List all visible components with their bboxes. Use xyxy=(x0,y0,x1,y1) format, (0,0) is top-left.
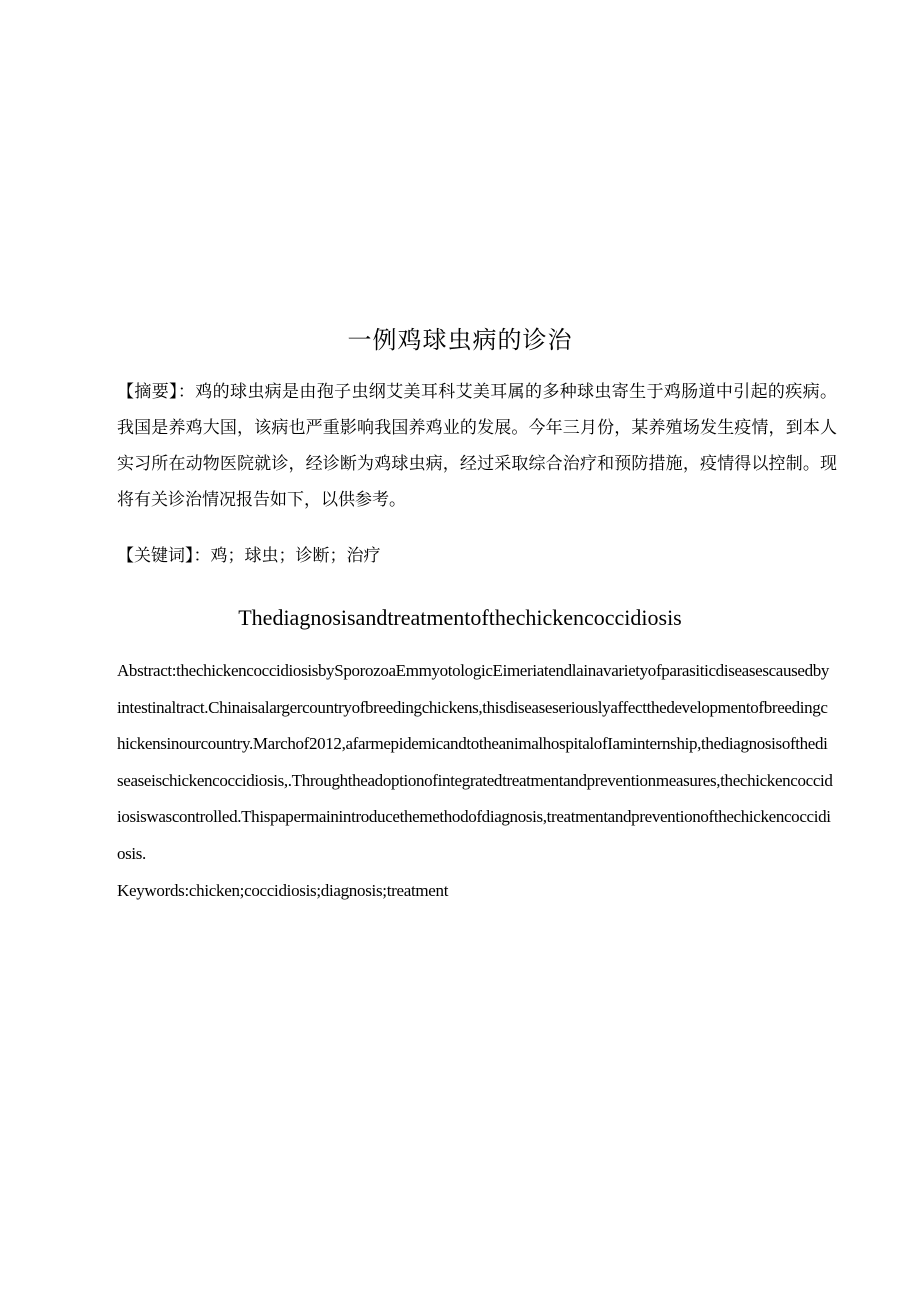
chinese-keywords: 【关键词】：鸡；球虫；诊断；治疗 xyxy=(117,546,381,566)
chinese-title: 一例鸡球虫病的诊治 xyxy=(347,326,573,354)
english-abstract: Abstract:thechickencoccidiosisbySporozoaEmmyotologicEimeriatendlainavarietyofparasiticdiseasescausedbyintestinaltract.Chinaisalargercountryofbreedingchickens,thisdiseaseseriouslyaffectthedevelopmentofbreedingchickensinourcountry.Marchof2012,afarmepidemicandtotheanimalhospitalofIaminternship,thediagnosisofthediseaseischickencoccidiosis,.Throughtheadoptionofintegratedtreatmentandpreventionmeasures,thechickencoccidiosiswascontrolled.Thispapermainintroducethemethodofdiagnosis,treatmentandpreventionofthechickencoccidiosis. xyxy=(117,661,833,863)
english-keywords: Keywords:chicken;coccidiosis;diagnosis;treatment xyxy=(117,881,449,900)
english-title: Thediagnosisandtreatmentofthechickencoccidiosis xyxy=(238,605,682,630)
chinese-abstract: 【摘要】：鸡的球虫病是由孢子虫纲艾美耳科艾美耳属的多种球虫寄生于鸡肠道中引起的疾病。我国是养鸡大国，该病也严重影响我国养鸡业的发展。今年三月份，某养殖场发生疫情，到本人实习所在动物医院就诊，经诊断为鸡球虫病，经过采取综合治疗和预防措施，疫情得以控制。现将有关诊治情况报告如下，以供参考。 xyxy=(117,382,837,510)
